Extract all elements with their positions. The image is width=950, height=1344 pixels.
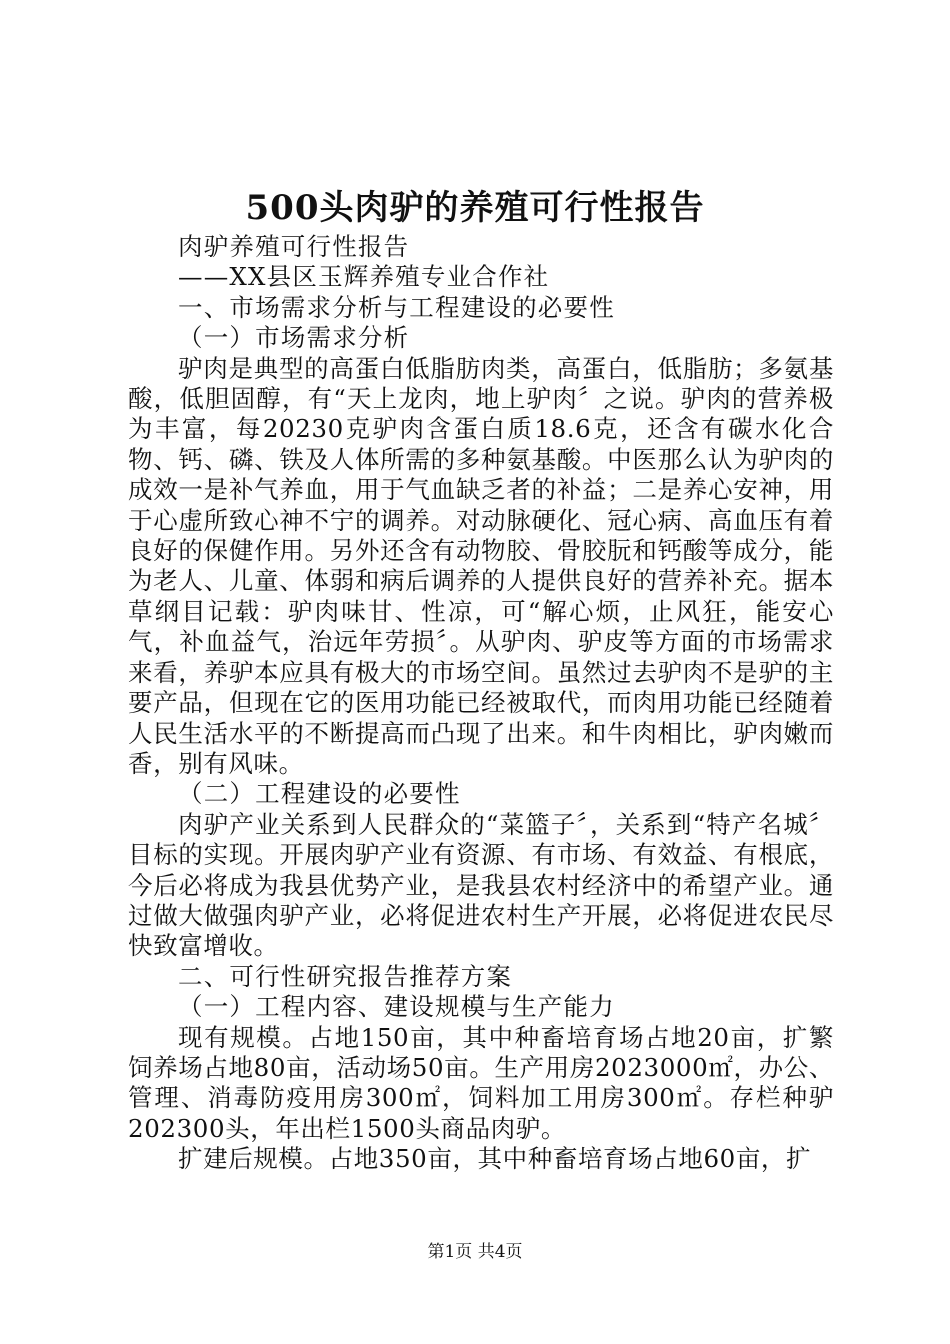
subsection-heading-1-2: （二）工程建设的必要性 [178, 779, 461, 809]
paragraph-expanded-scale: 扩建后规模。占地350亩，其中种畜培育场占地60亩，扩 [178, 1144, 812, 1174]
document-title: 500头肉驴的养殖可行性报告 [245, 188, 705, 228]
organization-line: ——XX县区玉辉养殖专业合作社 [178, 262, 550, 292]
subsection-heading-2-1: （一）工程内容、建设规模与生产能力 [178, 992, 615, 1022]
paragraph-project-necessity: 肉驴产业关系到人民群众的“菜篮子〞，关系到“特产名城〞目标的实现。开展肉驴产业有资源、有市场、有效益、有根底，今后必将成为我县优势产业，是我县农村经济中的希望产业。通过做大做强肉驴产业，必将促进农村生产开展，必将促进农民尽快致富增收。 [128, 809, 834, 961]
section-heading-2: 二、可行性研究报告推荐方案 [178, 961, 513, 991]
report-subtitle: 肉驴养殖可行性报告 [178, 232, 410, 261]
section-heading-1: 一、市场需求分析与工程建设的必要性 [178, 292, 615, 322]
document-body [128, 232, 834, 1175]
paragraph-current-scale: 现有规模。占地150亩，其中种畜培育场占地20亩，扩繁饲养场占地80亩，活动场50亩。生产用房2023000㎡，办公、管理、消毒防疫用房300㎡，饲料加工用房300㎡。存栏种驴202300头，年出栏1500头商品肉驴。 [128, 1022, 834, 1143]
subsection-heading-1-1: （一）市场需求分析 [178, 323, 410, 353]
page-footer: 第1页 共4页 [427, 1242, 523, 1262]
paragraph-market-analysis: 驴肉是典型的高蛋白低脂肪肉类，高蛋白，低脂肪；多氨基酸，低胆固醇，有“天上龙肉，地上驴肉〞之说。驴肉的营养极为丰富，每20230克驴肉含蛋白质18.6克，还含有碳水化合物、钙、磷、铁及人体所需的多种氨基酸。中医那么认为驴肉的成效一是补气养血，用于气血缺乏者的补益；二是养心安神，用于心虚所致心神不宁的调养。对动脉硬化、冠心病、高血压有着良好的保健作用。另外还含有动物胶、骨胶朊和钙酸等成分，能为老人、儿童、体弱和病后调养的人提供良好的营养补充。据本草纲目记载：驴肉味甘、性凉，可“解心烦，止风狂，能安心气，补血益气，治远年劳损〞。从驴肉、驴皮等方面的市场需求来看，养驴本应具有极大的市场空间。虽然过去驴肉不是驴的主要产品，但现在它的医用功能已经被取代，而肉用功能已经随着人民生活水平的不断提高而凸现了出来。和牛肉相比，驴肉嫩而香，别有风味。 [128, 353, 834, 778]
